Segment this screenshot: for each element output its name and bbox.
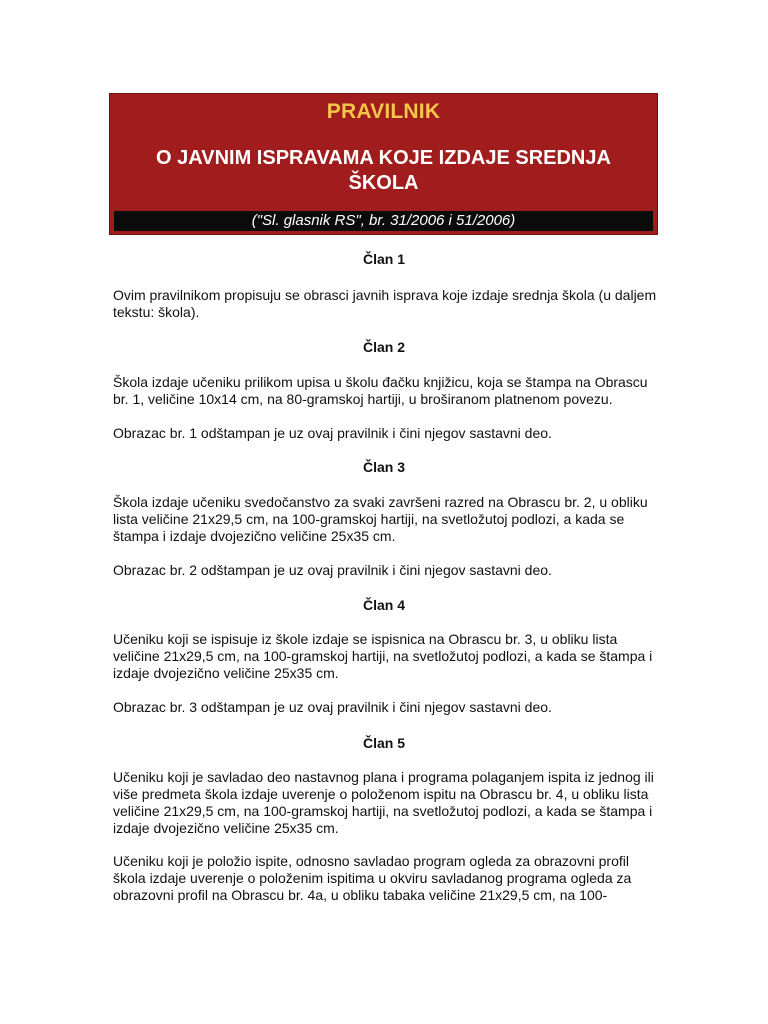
article-2-paragraph-1: Škola izdaje učeniku prilikom upisa u školu đačku knjižicu, koja se štampa na Obrascu br. 1, veličine 10x14 cm, na 80-gramskoj hartiji, u broširanom platnenom povezu. <box>113 374 648 407</box>
article-4-paragraph-2: Obrazac br. 3 odštampan je uz ovaj pravilnik i čini njegov sastavni deo. <box>113 699 552 715</box>
document-subtitle: O JAVNIM ISPRAVAMA KOJE IZDAJE SREDNJA ŠKOLA <box>156 147 611 194</box>
article-5-paragraph-2: Učeniku koji je položio ispite, odnosno savladao program ogleda za obrazovni profil škola izdaje uverenje o položenim ispitima u okviru savladanog programa ogleda za obrazovni profil na Obrascu br. 4a, u obliku tabaka veličine 21x29,5 cm, na 100- <box>113 853 632 903</box>
article-heading-4: Član 4 <box>362 597 405 613</box>
article-5-paragraph-1: Učeniku koji je savladao deo nastavnog plana i programa polaganjem ispita iz jednog ili više predmeta škola izdaje uverenje o položenom ispitu na Obrascu br. 4, u obliku lista veličine 21x29,5 cm, na 100-gramskoj hartiji, na svetložutoj podlozi, a kada se štampa i izdaje dvojezično veličine 25x35 cm. <box>113 769 654 836</box>
article-heading-1: Član 1 <box>362 251 405 267</box>
title-banner <box>109 93 658 235</box>
article-3-paragraph-1: Škola izdaje učeniku svedočanstvo za svaki završeni razred na Obrascu br. 2, u obliku lista veličine 21x29,5 cm, na 100-gramskoj hartiji, na svetložutoj podlozi, a kada se štampa i izdaje dvojezično veličine 25x35 cm. <box>113 494 648 544</box>
article-heading-5: Član 5 <box>362 735 405 751</box>
article-3-paragraph-2: Obrazac br. 2 odštampan je uz ovaj pravilnik i čini njegov sastavni deo. <box>113 562 552 578</box>
article-1-paragraph-1: Ovim pravilnikom propisuju se obrasci javnih isprava koje izdaje srednja škola (u daljem tekstu: škola). <box>113 287 657 320</box>
gazette-citation: ("Sl. glasnik RS", br. 31/2006 i 51/2006) <box>251 212 516 229</box>
citation-bar <box>114 211 653 231</box>
article-2-paragraph-2: Obrazac br. 1 odštampan je uz ovaj pravilnik i čini njegov sastavni deo. <box>113 425 552 441</box>
article-heading-3: Član 3 <box>362 459 405 475</box>
article-4-paragraph-1: Učeniku koji se ispisuje iz škole izdaje se ispisnica na Obrascu br. 3, u obliku lista veličine 21x29,5 cm, na 100-gramskoj hartiji, na svetložutoj podlozi, a kada se štampa i izdaje dvojezično veličine 25x35 cm. <box>113 631 653 681</box>
article-heading-2: Član 2 <box>362 339 405 355</box>
document-title: PRAVILNIK <box>326 100 441 123</box>
